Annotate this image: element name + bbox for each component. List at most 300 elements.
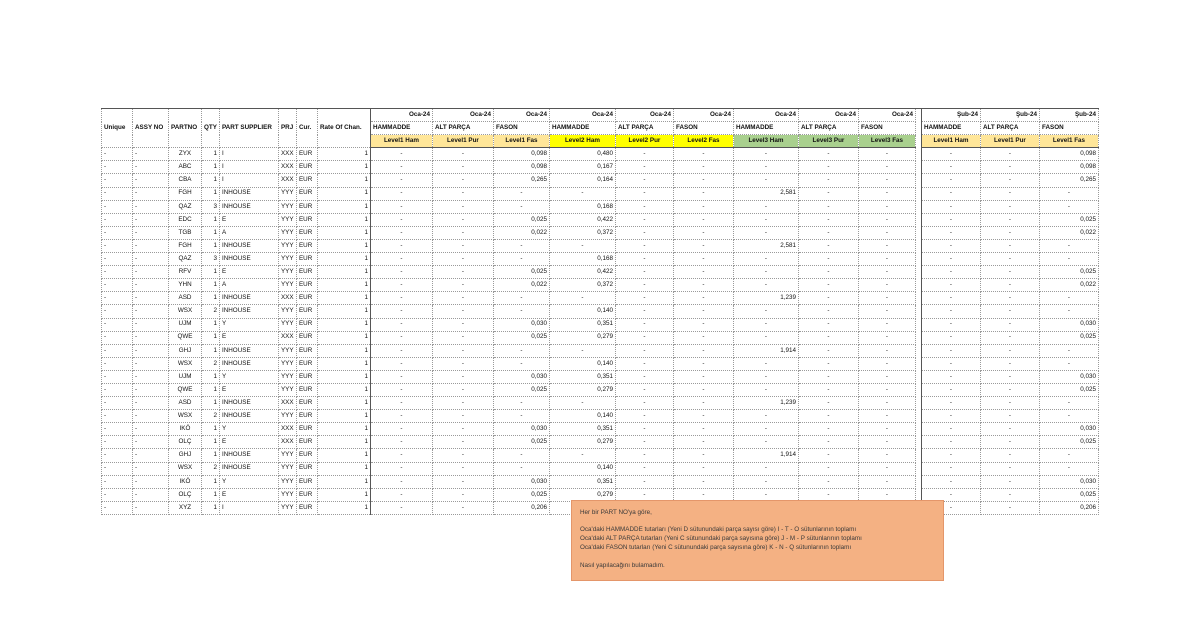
table-cell[interactable]: 1 [317,423,370,436]
level-header-cell[interactable]: Level1 Pur [980,135,1039,148]
table-cell[interactable]: 1,914 [733,449,798,462]
table-cell[interactable]: - [615,200,673,213]
table-cell[interactable]: - [102,279,133,292]
table-cell[interactable]: - [858,475,915,488]
table-cell[interactable]: EUR [296,305,317,318]
table-cell[interactable]: 0,030 [493,370,549,383]
table-cell[interactable]: XXX [278,331,296,344]
header-cell[interactable]: Rate Of Chan. [317,109,370,148]
table-cell[interactable]: 0,279 [549,383,615,396]
table-cell[interactable]: - [133,174,169,187]
table-cell[interactable]: 1 [202,187,220,200]
table-cell[interactable]: - [733,200,798,213]
table-cell[interactable]: - [133,226,169,239]
table-cell[interactable]: - [673,423,733,436]
table-cell[interactable]: - [980,436,1039,449]
table-cell[interactable]: 1 [317,213,370,226]
table-cell[interactable]: EUR [296,331,317,344]
table-cell[interactable]: 1 [317,383,370,396]
table-cell[interactable]: - [615,370,673,383]
table-cell[interactable]: 0,140 [549,410,615,423]
table-cell[interactable]: - [432,475,493,488]
table-cell[interactable]: - [980,344,1039,357]
table-cell[interactable]: - [615,148,673,161]
table-cell[interactable]: - [921,475,980,488]
table-cell[interactable]: YYY [278,318,296,331]
table-cell[interactable]: - [673,488,733,501]
table-cell[interactable]: QAZ [169,200,202,213]
table-cell[interactable]: - [102,383,133,396]
table-cell[interactable]: 1 [317,501,370,514]
table-cell[interactable]: - [432,213,493,226]
table-cell[interactable]: - [102,161,133,174]
table-cell[interactable]: - [615,279,673,292]
table-cell[interactable]: - [980,253,1039,266]
table-cell[interactable]: - [133,501,169,514]
table-cell[interactable]: - [615,266,673,279]
table-cell[interactable]: - [133,383,169,396]
table-cell[interactable]: 0,265 [493,174,549,187]
table-cell[interactable]: - [549,397,615,410]
type-header-cell[interactable]: HAMMADDE [733,122,798,135]
table-cell[interactable]: EUR [296,213,317,226]
table-cell[interactable]: - [432,357,493,370]
table-cell[interactable]: - [673,226,733,239]
table-cell[interactable]: 1 [317,344,370,357]
table-cell[interactable]: - [921,148,980,161]
table-cell[interactable]: Y [219,475,278,488]
month-header-cell[interactable]: Oca-24 [798,109,858,122]
table-cell[interactable]: - [493,410,549,423]
table-cell[interactable]: - [733,253,798,266]
table-cell[interactable]: - [102,410,133,423]
table-cell[interactable]: - [733,462,798,475]
table-cell[interactable]: - [980,148,1039,161]
table-cell[interactable]: - [615,226,673,239]
table-cell[interactable]: - [493,239,549,252]
table-cell[interactable]: - [493,187,549,200]
table-cell[interactable]: - [549,187,615,200]
level-header-cell[interactable]: Level3 Fas [858,135,915,148]
table-cell[interactable]: - [798,266,858,279]
table-cell[interactable]: - [133,187,169,200]
table-cell[interactable]: EUR [296,410,317,423]
table-cell[interactable]: 1 [202,501,220,514]
table-cell[interactable]: - [1039,410,1098,423]
header-cell[interactable]: PARTNO [169,109,202,148]
table-cell[interactable]: - [673,253,733,266]
table-cell[interactable]: - [133,161,169,174]
table-cell[interactable]: - [102,318,133,331]
table-cell[interactable]: - [980,488,1039,501]
table-cell[interactable]: - [133,239,169,252]
table-cell[interactable]: - [370,174,432,187]
table-cell[interactable]: - [370,423,432,436]
table-cell[interactable]: - [673,213,733,226]
level-header-cell[interactable]: Level3 Ham [733,135,798,148]
table-cell[interactable]: 2 [202,357,220,370]
table-cell[interactable]: - [798,318,858,331]
table-cell[interactable]: - [133,279,169,292]
table-cell[interactable]: - [615,475,673,488]
table-cell[interactable]: - [798,383,858,396]
table-cell[interactable]: - [133,423,169,436]
table-cell[interactable]: 0,025 [1039,488,1098,501]
table-cell[interactable]: - [733,357,798,370]
table-cell[interactable]: - [858,344,915,357]
level-header-cell[interactable]: Level1 Fas [1039,135,1098,148]
table-cell[interactable]: YYY [278,462,296,475]
table-cell[interactable]: 2 [202,305,220,318]
table-cell[interactable]: - [493,344,549,357]
table-cell[interactable]: 1 [317,475,370,488]
table-cell[interactable]: - [673,148,733,161]
table-cell[interactable]: - [980,292,1039,305]
table-cell[interactable]: 0,030 [1039,370,1098,383]
table-cell[interactable]: 0,140 [549,462,615,475]
table-cell[interactable]: 1 [317,370,370,383]
table-cell[interactable]: - [980,161,1039,174]
table-cell[interactable]: EUR [296,344,317,357]
month-header-cell[interactable]: Oca-24 [615,109,673,122]
level-header-cell[interactable]: Level1 Fas [493,135,549,148]
table-cell[interactable]: - [733,370,798,383]
table-cell[interactable]: - [980,397,1039,410]
table-cell[interactable]: - [370,410,432,423]
table-cell[interactable]: - [921,161,980,174]
table-cell[interactable]: EUR [296,436,317,449]
table-cell[interactable]: 1 [317,462,370,475]
table-cell[interactable]: 0,480 [549,148,615,161]
table-cell[interactable]: - [673,462,733,475]
type-header-cell[interactable]: HAMMADDE [549,122,615,135]
table-cell[interactable]: I [219,174,278,187]
header-cell[interactable]: Cur. [296,109,317,148]
table-cell[interactable]: - [798,187,858,200]
table-cell[interactable]: - [921,436,980,449]
table-cell[interactable]: TGB [169,226,202,239]
table-cell[interactable]: - [615,357,673,370]
table-cell[interactable]: INHOUSE [219,462,278,475]
table-cell[interactable]: - [1039,462,1098,475]
table-cell[interactable]: - [921,305,980,318]
table-cell[interactable]: - [858,253,915,266]
table-cell[interactable]: - [980,410,1039,423]
table-cell[interactable]: - [370,397,432,410]
table-cell[interactable]: YYY [278,305,296,318]
table-cell[interactable]: - [370,501,432,514]
table-cell[interactable]: - [673,475,733,488]
table-cell[interactable]: - [432,488,493,501]
table-cell[interactable]: EUR [296,462,317,475]
table-cell[interactable]: 1 [317,200,370,213]
table-cell[interactable]: - [102,253,133,266]
table-cell[interactable]: - [921,397,980,410]
table-cell[interactable]: - [549,344,615,357]
table-cell[interactable]: XXX [278,436,296,449]
table-cell[interactable]: - [493,397,549,410]
table-cell[interactable]: - [370,148,432,161]
table-cell[interactable]: - [370,436,432,449]
table-cell[interactable]: - [921,266,980,279]
table-cell[interactable]: - [1039,292,1098,305]
table-cell[interactable]: EUR [296,200,317,213]
table-cell[interactable]: - [733,423,798,436]
table-cell[interactable]: - [858,462,915,475]
table-cell[interactable]: - [733,226,798,239]
table-cell[interactable]: - [733,266,798,279]
table-cell[interactable]: 1 [202,488,220,501]
table-cell[interactable]: - [370,187,432,200]
table-cell[interactable]: - [733,410,798,423]
table-cell[interactable]: 0,030 [493,423,549,436]
table-cell[interactable]: - [493,357,549,370]
table-cell[interactable]: 0,025 [1039,383,1098,396]
table-cell[interactable]: - [615,239,673,252]
table-cell[interactable]: YYY [278,253,296,266]
table-cell[interactable]: - [1039,305,1098,318]
table-cell[interactable]: YYY [278,239,296,252]
table-cell[interactable]: - [615,488,673,501]
table-cell[interactable]: - [549,292,615,305]
table-cell[interactable]: YYY [278,410,296,423]
table-cell[interactable]: IKÖ [169,423,202,436]
table-cell[interactable]: - [980,226,1039,239]
table-cell[interactable]: EUR [296,279,317,292]
table-cell[interactable]: E [219,266,278,279]
header-cell[interactable]: Unique [102,109,133,148]
table-cell[interactable]: EUR [296,161,317,174]
table-cell[interactable]: - [980,239,1039,252]
table-cell[interactable]: - [370,266,432,279]
table-cell[interactable]: EUR [296,423,317,436]
table-cell[interactable]: 0,168 [549,253,615,266]
table-cell[interactable]: I [219,161,278,174]
table-cell[interactable]: 1 [317,305,370,318]
table-cell[interactable]: 1 [202,161,220,174]
table-cell[interactable]: IKÖ [169,475,202,488]
table-cell[interactable]: - [370,279,432,292]
table-cell[interactable]: 1 [317,397,370,410]
table-cell[interactable]: 1 [317,357,370,370]
table-cell[interactable]: - [921,501,980,514]
table-cell[interactable]: - [980,357,1039,370]
table-cell[interactable]: 1 [317,148,370,161]
table-cell[interactable]: - [798,239,858,252]
table-cell[interactable]: - [432,239,493,252]
table-cell[interactable]: INHOUSE [219,357,278,370]
table-cell[interactable]: 0,022 [1039,279,1098,292]
table-cell[interactable]: 1 [202,266,220,279]
table-cell[interactable]: - [133,200,169,213]
table-cell[interactable]: - [921,449,980,462]
table-cell[interactable]: YYY [278,475,296,488]
month-header-cell[interactable]: Şub-24 [1039,109,1098,122]
table-cell[interactable]: 0,422 [549,266,615,279]
table-cell[interactable]: - [858,187,915,200]
table-cell[interactable]: 0,351 [549,318,615,331]
table-cell[interactable]: - [1039,200,1098,213]
table-cell[interactable]: - [615,161,673,174]
table-cell[interactable]: - [432,462,493,475]
table-cell[interactable]: - [798,344,858,357]
table-cell[interactable]: 1 [317,253,370,266]
table-cell[interactable]: - [980,449,1039,462]
table-cell[interactable]: - [133,266,169,279]
table-cell[interactable]: - [921,226,980,239]
table-cell[interactable]: XXX [278,423,296,436]
table-cell[interactable]: - [432,449,493,462]
table-cell[interactable]: INHOUSE [219,449,278,462]
table-cell[interactable]: GHJ [169,449,202,462]
table-cell[interactable]: - [980,174,1039,187]
table-cell[interactable]: - [102,449,133,462]
month-header-cell[interactable]: Oca-24 [370,109,432,122]
table-cell[interactable]: EUR [296,253,317,266]
table-cell[interactable]: - [432,410,493,423]
table-cell[interactable]: YYY [278,449,296,462]
table-cell[interactable]: - [370,449,432,462]
table-cell[interactable]: 0,030 [1039,475,1098,488]
table-cell[interactable]: E [219,436,278,449]
type-header-cell[interactable]: ALT PARÇA [432,122,493,135]
table-cell[interactable]: - [615,292,673,305]
table-cell[interactable]: - [798,410,858,423]
table-cell[interactable]: YYY [278,488,296,501]
table-cell[interactable]: - [858,370,915,383]
table-cell[interactable]: - [980,423,1039,436]
table-cell[interactable]: - [921,344,980,357]
table-cell[interactable]: - [798,357,858,370]
table-cell[interactable]: - [921,331,980,344]
table-cell[interactable]: - [798,488,858,501]
table-cell[interactable]: EUR [296,357,317,370]
table-cell[interactable]: - [615,436,673,449]
table-cell[interactable]: EUR [296,501,317,514]
table-cell[interactable]: - [549,239,615,252]
table-cell[interactable]: - [980,305,1039,318]
table-cell[interactable]: YYY [278,501,296,514]
table-cell[interactable]: INHOUSE [219,292,278,305]
table-cell[interactable]: - [102,239,133,252]
table-cell[interactable]: - [980,213,1039,226]
table-cell[interactable]: INHOUSE [219,200,278,213]
table-cell[interactable]: 0,279 [549,436,615,449]
table-cell[interactable]: XXX [278,161,296,174]
table-cell[interactable]: - [980,501,1039,514]
level-header-cell[interactable]: Level3 Pur [798,135,858,148]
table-cell[interactable]: - [493,305,549,318]
table-cell[interactable]: 1 [202,436,220,449]
table-cell[interactable]: YYY [278,383,296,396]
table-cell[interactable]: EUR [296,239,317,252]
table-cell[interactable]: - [858,266,915,279]
table-cell[interactable]: XXX [278,292,296,305]
table-cell[interactable]: - [673,436,733,449]
table-cell[interactable]: 3 [202,253,220,266]
table-cell[interactable]: 1 [317,292,370,305]
table-cell[interactable]: - [370,475,432,488]
table-cell[interactable]: - [102,292,133,305]
table-cell[interactable]: - [133,397,169,410]
table-cell[interactable]: - [921,318,980,331]
table-cell[interactable]: 1 [317,331,370,344]
table-cell[interactable]: - [733,488,798,501]
table-cell[interactable]: - [432,279,493,292]
table-cell[interactable]: 1 [202,279,220,292]
table-cell[interactable]: 1 [202,292,220,305]
table-cell[interactable]: - [798,148,858,161]
table-cell[interactable]: - [921,370,980,383]
table-cell[interactable]: 1 [317,488,370,501]
table-cell[interactable]: - [980,475,1039,488]
type-header-cell[interactable]: HAMMADDE [370,122,432,135]
month-header-cell[interactable]: Oca-24 [432,109,493,122]
table-cell[interactable]: - [133,213,169,226]
table-cell[interactable]: XYZ [169,501,202,514]
table-cell[interactable]: - [921,410,980,423]
type-header-cell[interactable]: ALT PARÇA [615,122,673,135]
table-cell[interactable]: - [798,449,858,462]
table-cell[interactable]: - [615,331,673,344]
table-cell[interactable]: - [615,449,673,462]
table-cell[interactable]: - [980,266,1039,279]
table-cell[interactable]: - [1039,449,1098,462]
table-cell[interactable]: - [798,226,858,239]
table-cell[interactable]: 1 [317,410,370,423]
table-cell[interactable]: EUR [296,187,317,200]
table-cell[interactable]: - [980,383,1039,396]
table-cell[interactable]: - [733,305,798,318]
table-cell[interactable]: - [798,161,858,174]
table-cell[interactable]: XXX [278,148,296,161]
table-cell[interactable]: - [980,370,1039,383]
table-cell[interactable]: 1 [202,226,220,239]
table-cell[interactable]: - [921,187,980,200]
table-cell[interactable]: - [673,370,733,383]
table-cell[interactable]: YYY [278,187,296,200]
table-cell[interactable]: 0,022 [1039,226,1098,239]
table-cell[interactable]: Y [219,370,278,383]
table-cell[interactable]: - [432,305,493,318]
table-cell[interactable]: EUR [296,397,317,410]
table-cell[interactable]: 0,279 [549,488,615,501]
table-cell[interactable]: YYY [278,344,296,357]
table-cell[interactable]: 1 [202,318,220,331]
table-cell[interactable]: - [798,200,858,213]
table-cell[interactable]: ABC [169,161,202,174]
table-cell[interactable]: 0,206 [493,501,549,514]
table-cell[interactable]: - [858,383,915,396]
table-cell[interactable]: 1 [317,239,370,252]
table-cell[interactable]: - [432,501,493,514]
table-cell[interactable]: - [432,200,493,213]
table-cell[interactable]: - [673,200,733,213]
table-cell[interactable]: 0,351 [549,370,615,383]
table-cell[interactable]: 1 [317,187,370,200]
table-cell[interactable]: 1 [202,383,220,396]
table-cell[interactable]: - [133,344,169,357]
table-cell[interactable]: 0,030 [493,475,549,488]
type-header-cell[interactable]: ALT PARÇA [798,122,858,135]
table-cell[interactable]: EUR [296,226,317,239]
table-cell[interactable]: 1 [202,239,220,252]
table-cell[interactable]: - [858,174,915,187]
table-cell[interactable]: - [432,187,493,200]
table-cell[interactable]: - [1039,397,1098,410]
table-cell[interactable]: - [370,161,432,174]
table-cell[interactable]: - [102,488,133,501]
